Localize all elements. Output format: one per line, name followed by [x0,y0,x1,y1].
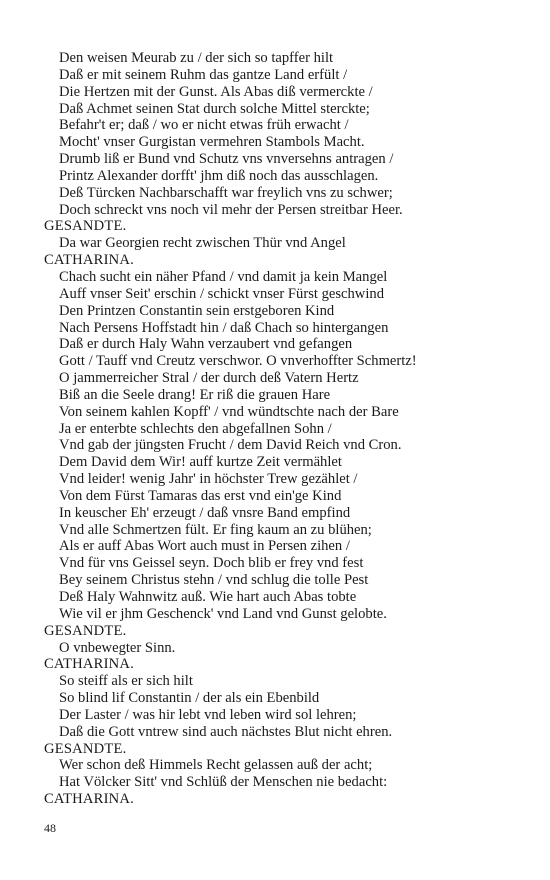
play-text [44,50,514,808]
speaker-name: GESANDTE. [44,622,127,639]
verse-line: Bey seinem Christus stehn / vnd schlug die tolle Pest [59,572,369,589]
verse-line: Vnd alle Schmertzen fült. Er fing kaum an zu blühen; [59,521,372,538]
verse-line: Deß Haly Wahnwitz auß. Wie hart auch Abas tobte [59,589,357,605]
verse-line: Printz Alexander dorfft' jhm diß noch das ausschlagen. [59,167,379,184]
verse-line: Daß er durch Haly Wahn verzaubert vnd gefangen [59,336,353,353]
verse-line: Da war Georgien recht zwischen Thür vnd Angel [59,235,346,252]
speaker-name: CATHARINA. [44,252,134,269]
verse-line: Vnd für vns Geissel seyn. Doch blib er frey vnd fest [59,555,364,572]
verse-line: Ja er enterbte schlechts den abgefallnen Sohn / [59,420,332,437]
verse-line: Der Laster / was hir lebt vnd leben wird sol lehren; [59,706,357,723]
verse-line: Chach sucht ein näher Pfand / vnd damit ja kein Mangel [59,268,388,285]
verse-line: Dem David dem Wir! auff kurtze Zeit vermählet [59,454,342,471]
verse-line: Doch schreckt vns noch vil mehr der Persen streitbar Heer. [59,201,403,218]
verse-line: O vnbewegter Sinn. [59,639,176,656]
verse-line: Nach Persens Hoffstadt hin / daß Chach so hintergangen [59,319,389,336]
verse-line: Den weisen Meurab zu / der sich so tapffer hilt [59,50,334,66]
verse-line: Drumb liß er Bund vnd Schutz vns vnversehns antragen / [59,151,394,168]
verse-line: Vnd leider! wenig Jahr' in höchster Trew gezählet / [59,471,358,488]
verse-line: In keuscher Eh' erzeugt / daß vnsre Band empfind [59,504,351,521]
speaker-name: CATHARINA. [44,791,134,808]
verse-line: Hat Völcker Sitt' vnd Schlüß der Menschen nie bedacht: [59,774,388,791]
verse-line: So blind lif Constantin / der als ein Ebenbild [59,690,320,707]
verse-line: Vnd gab der jüngsten Frucht / dem David Reich vnd Cron. [59,437,402,454]
verse-line: Daß die Gott vntrew sind auch nächstes Blut nicht ehren. [59,723,393,740]
verse-line: Mocht' vnser Gurgistan vermehren Stambols Macht. [59,134,365,151]
verse-line: Daß er mit seinem Ruhm das gantze Land erfült / [59,66,348,83]
verse-line: Wie vil er jhm Geschenck' vnd Land vnd Gunst gelobte. [59,605,387,622]
verse-line: O jammerreicher Stral / der durch deß Vatern Hertz [59,370,359,387]
verse-line: Befahr't er; daß / wo er nicht etwas früh erwacht / [59,117,349,134]
verse-line: Von seinem kahlen Kopff' / vnd wündtschte nach der Bare [59,403,399,420]
verse-line: Auff vnser Seit' erschin / schickt vnser Fürst geschwind [59,285,384,302]
page-number: 48 [44,821,56,835]
verse-line: Gott / Tauff vnd Creutz verschwor. O vnverhoffter Schmertz! [59,353,417,370]
speaker-name: GESANDTE. [44,218,127,235]
verse-line: Den Printzen Constantin sein erstgeboren Kind [59,302,335,319]
verse-line: So steiff als er sich hilt [59,673,193,690]
speaker-name: GESANDTE. [44,740,127,757]
verse-line: Daß Achmet seinen Stat durch solche Mittel sterckte; [59,100,370,117]
speaker-name: CATHARINA. [44,656,134,673]
verse-line: Die Hertzen mit der Gunst. Als Abas diß vermerckte / [59,83,373,100]
verse-line: Von dem Fürst Tamaras das erst vnd ein'ge Kind [59,487,342,504]
verse-line: Als er auff Abas Wort auch must in Persen zihen / [59,538,350,555]
verse-line: Deß Türcken Nachbarschafft war freylich vns zu schwer; [59,184,393,201]
verse-line: Biß an die Seele drang! Er riß die grauen Hare [59,386,331,403]
verse-line: Wer schon deß Himmels Recht gelassen auß der acht; [59,757,373,774]
